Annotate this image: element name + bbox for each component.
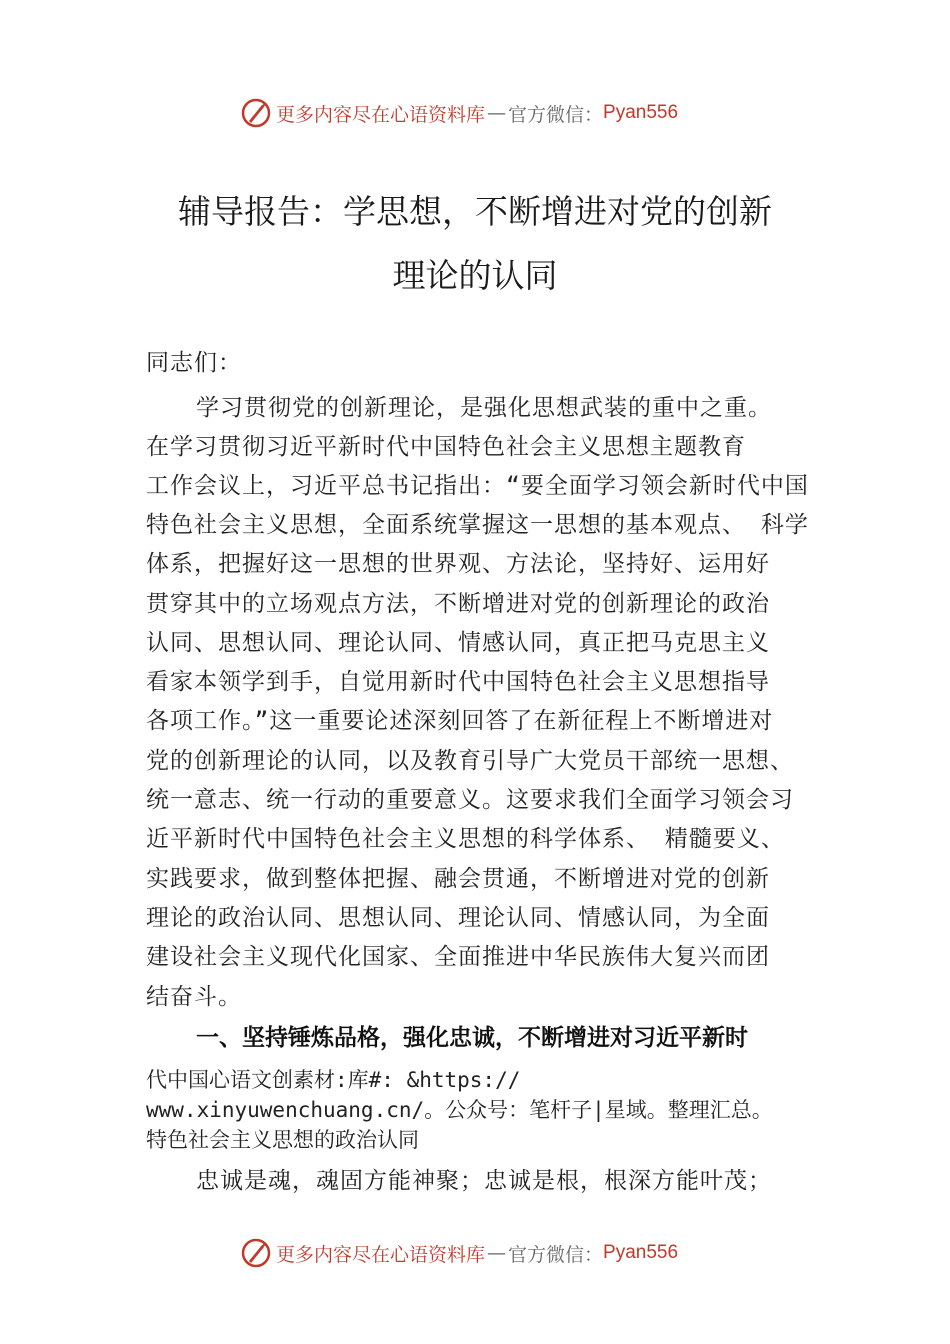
banner-wechat-id: Pyan556: [603, 1242, 679, 1263]
salutation: 同志们：: [146, 350, 242, 376]
document-title-line-2: 理论的认同: [392, 256, 558, 295]
document-title-line-1: 辅导报告：学思想，不断增进对党的创新: [178, 192, 772, 231]
banner-brand: 更多内容尽在心语资料库: [276, 103, 486, 126]
watermark-line: www.xinyuwenchuang.cn/。公众号：笔杆子|星域。整理汇总。: [146, 1098, 773, 1122]
watermark-line: 代中国心语文创素材:库#: &https://: [146, 1068, 521, 1092]
paragraph-line: 近平新时代中国特色社会主义思想的科学体系、 精髓要义、: [146, 826, 785, 852]
paragraph-line: 建设社会主义现代化国家、全面推进中华民族伟大复兴而团: [146, 944, 770, 970]
paragraph-line: 贯穿其中的立场观点方法，不断增进对党的创新理论的政治: [146, 591, 770, 617]
banner-dash: —: [487, 1242, 507, 1264]
paragraph-line: 理论的政治认同、思想认同、理论认同、情感认同，为全面: [146, 905, 770, 931]
footer-banner: [240, 1236, 740, 1270]
paragraph-line: 实践要求，做到整体把握、融会贯通，不断增进对党的创新: [146, 866, 770, 892]
paragraph-line: 特色社会主义思想，全面系统掌握这一思想的基本观点、 科学: [146, 512, 809, 538]
paragraph-line: 工作会议上，习近平总书记指出：“要全面学习领会新时代中国: [146, 473, 809, 499]
banner-wechat-label: 官方微信：: [508, 103, 604, 126]
paragraph-line: 结奋斗。: [146, 984, 242, 1010]
heading-continuation: 特色社会主义思想的政治认同: [146, 1128, 419, 1152]
section-heading-1: 一、坚持锤炼品格，强化忠诚，不断增进对习近平新时: [196, 1025, 748, 1051]
paragraph-line: 党的创新理论的认同，以及教育引导广大党员干部统一思想、: [146, 748, 794, 774]
paragraph-line: 学习贯彻党的创新理论，是强化思想武装的重中之重。: [196, 395, 772, 421]
header-banner: [240, 96, 740, 130]
banner-dash: —: [487, 102, 507, 124]
quill-logo-icon: [240, 97, 272, 129]
paragraph-line: 认同、思想认同、理论认同、情感认同，真正把马克思主义: [146, 630, 770, 656]
banner-wechat-label: 官方微信：: [508, 1243, 604, 1266]
paragraph-line: 体系，把握好这一思想的世界观、方法论，坚持好、运用好: [146, 551, 770, 577]
quill-logo-icon: [240, 1237, 272, 1269]
paragraph-line: 忠诚是魂，魂固方能神聚；忠诚是根，根深方能叶茂；: [196, 1168, 772, 1194]
paragraph-line: 看家本领学到手，自觉用新时代中国特色社会主义思想指导: [146, 669, 770, 695]
banner-wechat-id: Pyan556: [603, 102, 679, 123]
paragraph-line: 统一意志、统一行动的重要意义。这要求我们全面学习领会习: [146, 787, 794, 813]
banner-brand: 更多内容尽在心语资料库: [276, 1243, 486, 1266]
paragraph-line: 在学习贯彻习近平新时代中国特色社会主义思想主题教育: [146, 434, 746, 460]
paragraph-line: 各项工作。”这一重要论述深刻回答了在新征程上不断增进对: [146, 708, 774, 734]
